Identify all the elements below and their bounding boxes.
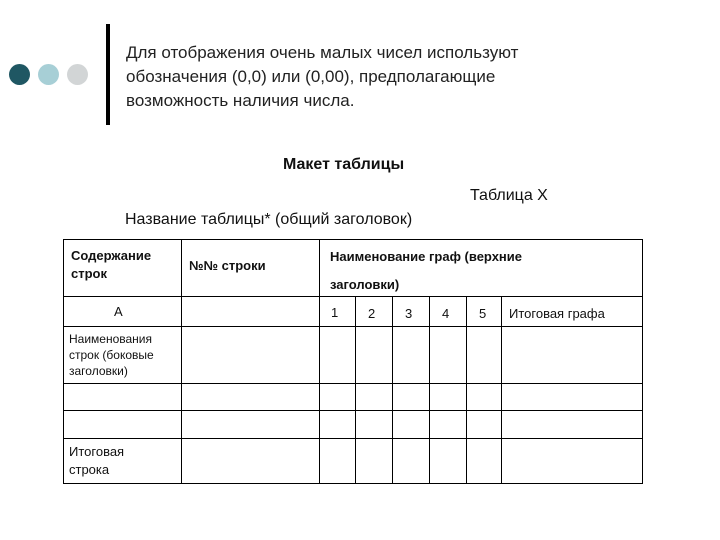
stub-header-text (71, 247, 151, 283)
table-cell (355, 438, 393, 484)
stub-header-line: Содержание (71, 248, 152, 263)
column-number: 5 (479, 306, 487, 321)
table-cell (392, 410, 430, 439)
table-cell (319, 383, 356, 411)
row-names-line: строк (боковые (69, 348, 154, 362)
table-label: Таблица X (470, 187, 548, 204)
table-cell (501, 438, 643, 484)
total-row-text (69, 443, 124, 479)
table-cell (181, 383, 320, 411)
table-cell (501, 326, 643, 384)
table-cell (429, 438, 467, 484)
table-cell (466, 438, 502, 484)
table-cell (319, 326, 356, 384)
intro-line: возможность наличия числа. (126, 91, 355, 110)
row-names-text (69, 331, 154, 379)
table-cell (319, 438, 356, 484)
columns-header-line: заголовки) (330, 277, 400, 292)
column-number: 3 (405, 306, 413, 321)
row-names-line: заголовки) (69, 364, 128, 378)
decor-dot-light (38, 64, 59, 85)
table-cell (392, 326, 430, 384)
table-name: Название таблицы* (общий заголовок) (125, 211, 413, 228)
table-cell (429, 410, 467, 439)
column-number: 4 (442, 306, 450, 321)
maket-title: Макет таблицы (283, 156, 405, 173)
column-number: 1 (331, 305, 339, 320)
table-cell (63, 410, 182, 439)
table-cell (355, 383, 393, 411)
table-cell (355, 326, 393, 384)
table-cell (392, 438, 430, 484)
total-column-label: Итоговая графа (509, 306, 605, 321)
column-number: 2 (368, 306, 376, 321)
row-names-line: Наименования (69, 332, 153, 346)
total-row-line: строка (69, 462, 110, 477)
table-cell (181, 296, 320, 327)
table-cell (181, 410, 320, 439)
table-cell (501, 383, 643, 411)
table-cell (429, 326, 467, 384)
table-cell (429, 383, 467, 411)
intro-line: обозначения (0,0) или (0,00), предполагающие (126, 67, 496, 86)
intro-text (126, 41, 706, 113)
total-row-line: Итоговая (69, 444, 125, 459)
stub-header-line: строк (71, 266, 107, 281)
table-cell (355, 410, 393, 439)
row-number-header: №№ строки (189, 258, 266, 273)
intro-line: Для отображения очень малых чисел используют (126, 43, 519, 62)
table-cell (466, 383, 502, 411)
table-cell (466, 326, 502, 384)
columns-header-line: Наименование граф (верхние (330, 249, 523, 264)
table-cell (466, 410, 502, 439)
table-cell (63, 383, 182, 411)
table-cell (181, 326, 320, 384)
table-cell (501, 410, 643, 439)
table-cell (181, 438, 320, 484)
table-cell (392, 383, 430, 411)
stub-letter: А (114, 304, 123, 319)
table-cell (319, 410, 356, 439)
decor-dot-dark (9, 64, 30, 85)
vertical-divider (106, 24, 110, 125)
decor-dot-grey (67, 64, 88, 85)
